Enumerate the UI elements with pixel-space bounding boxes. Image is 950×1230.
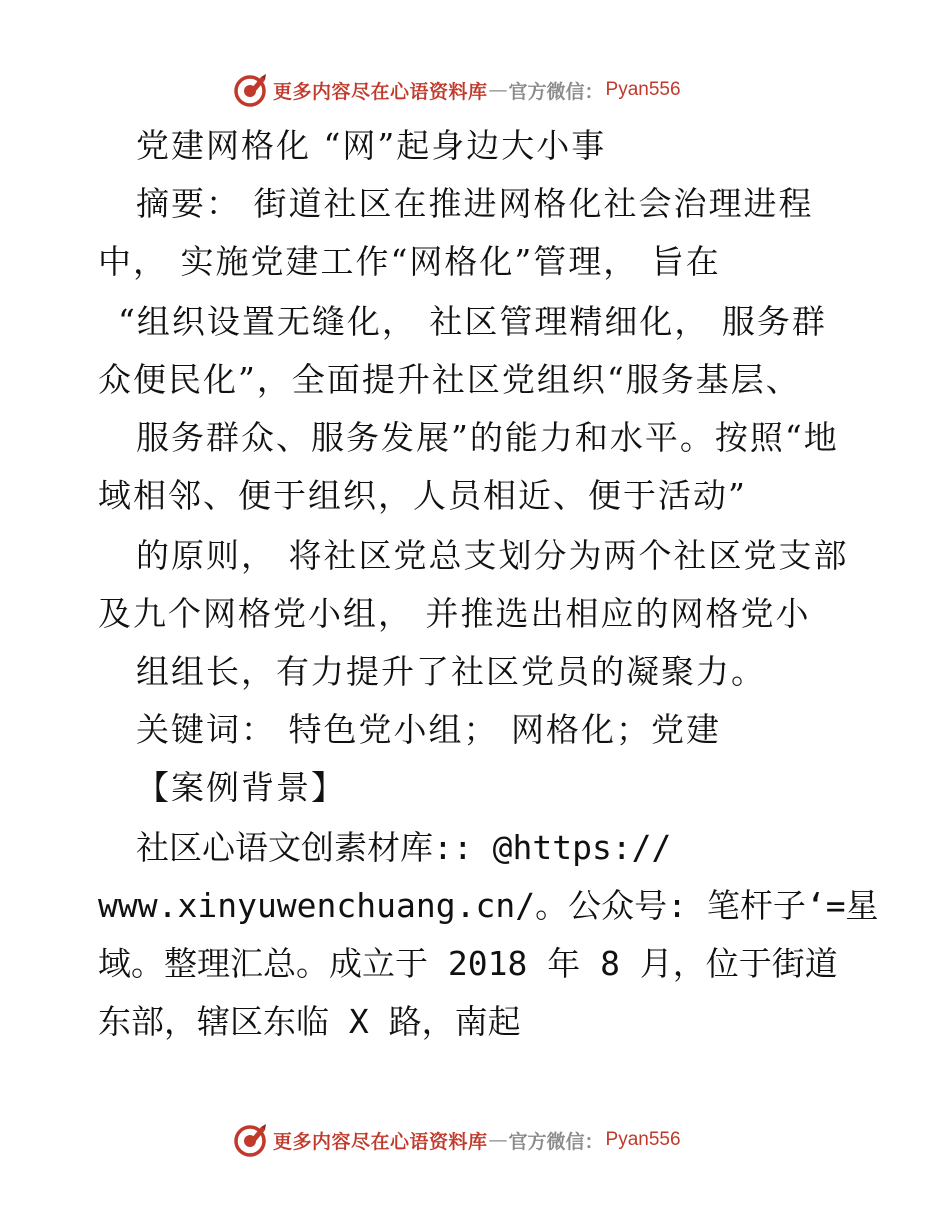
banner-slogan: 更多内容尽在心语资料库 [273,80,488,103]
text-line: 域相邻、便于组织，人员相近、便于活动” [98,476,747,515]
text-line: 服务群众、服务发展”的能力和水平。按照“地 [136,418,839,457]
text-line: www.xinyuwenchuang.cn/。公众号: 笔杆子‘=星 [98,886,879,925]
text-line: 东部，辖区东临 X 路，南起 [98,1002,521,1041]
text-line: 组组长，有力提升了社区党员的凝聚力。 [136,652,766,691]
banner-official-label: 官方微信： [508,80,604,103]
footer-banner [0,1120,950,1160]
section-heading: 【案例背景】 [136,768,346,807]
text-line: 众便民化”，全面提升社区党组织“服务基层、 [98,360,801,399]
document-title: 党建网格化 “网”起身边大小事 [136,126,607,165]
banner-slogan: 更多内容尽在心语资料库 [273,1130,488,1153]
text-line: 的原则， 将社区党总支划分为两个社区党支部 [136,536,849,575]
keywords-line: 关键词： 特色党小组； 网格化；党建 [136,710,721,749]
text-line: 及九个网格党小组， 并推选出相应的网格党小 [98,594,811,633]
banner-separator: — [488,1129,508,1151]
text-line: 社区心语文创素材库:: @https:// [136,828,672,867]
text-line: 域。整理汇总。成立于 2018 年 8 月，位于街道 [98,944,838,983]
banner-official-label: 官方微信： [508,1130,604,1153]
xinyu-logo-icon [233,1122,269,1158]
header-banner [0,70,950,110]
xinyu-logo-icon [233,72,269,108]
banner-separator: — [488,79,508,101]
text-line: 摘要： 街道社区在推进网格化社会治理进程 [136,184,814,223]
banner-wechat-id: Pyan556 [605,1129,681,1150]
banner-wechat-id: Pyan556 [605,79,681,100]
text-line: 中， 实施党建工作“网格化”管理， 旨在 [98,242,721,281]
text-line: “组织设置无缝化， 社区管理精细化， 服务群 [118,302,827,341]
